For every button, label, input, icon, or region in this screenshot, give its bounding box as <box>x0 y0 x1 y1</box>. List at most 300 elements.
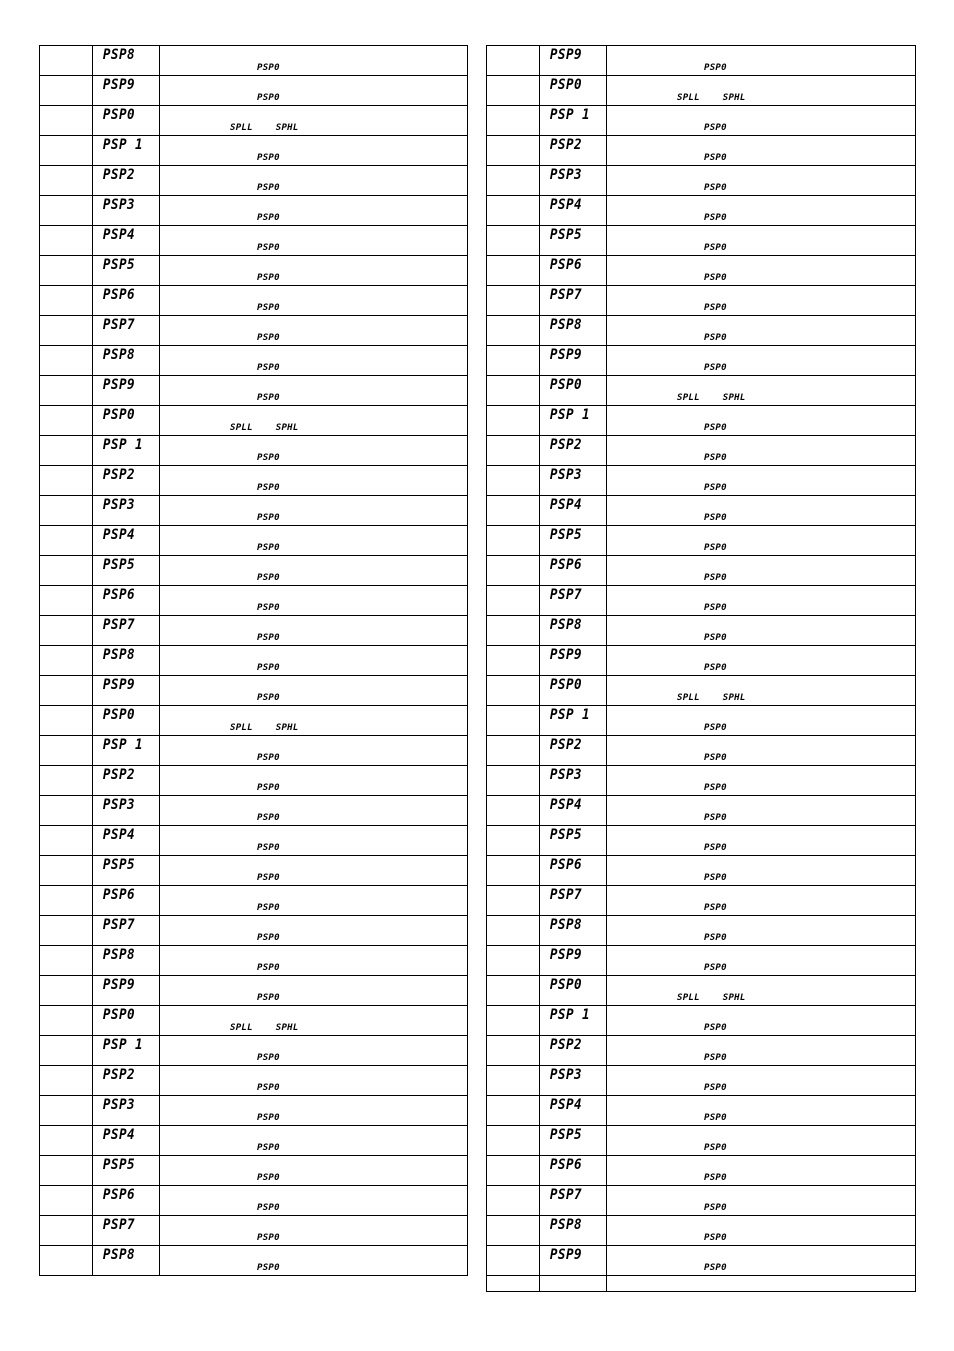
parameter-code: PSP6 <box>549 257 583 273</box>
parameter-code-cell <box>93 1246 160 1276</box>
index-cell <box>40 46 93 76</box>
parameter-description-cell <box>607 556 916 586</box>
left-table-body <box>40 46 468 1276</box>
parameter-range-note: PSP0 <box>257 1263 280 1273</box>
table-row <box>40 466 468 496</box>
parameter-description-cell <box>607 166 916 196</box>
parameter-code: PSP7 <box>549 887 583 903</box>
parameter-range-note: PSP0 <box>704 333 727 343</box>
parameter-range-note: SPLL SPHL <box>230 723 299 733</box>
parameter-code-cell <box>93 496 160 526</box>
parameter-range-note: PSP0 <box>704 183 727 193</box>
blank-row <box>487 1276 916 1292</box>
left-parameter-table <box>39 45 468 1276</box>
table-row <box>40 286 468 316</box>
table-row <box>487 196 916 226</box>
parameter-code: PSP3 <box>102 197 136 213</box>
parameter-range-note: PSP0 <box>257 1083 280 1093</box>
parameter-code: PSP8 <box>549 1217 583 1233</box>
parameter-code-cell <box>540 466 607 496</box>
table-row <box>40 796 468 826</box>
table-row <box>40 676 468 706</box>
parameter-code: PSP8 <box>549 617 583 633</box>
parameter-description-cell <box>607 826 916 856</box>
parameter-range-note: PSP0 <box>257 63 280 73</box>
parameter-description-cell <box>160 256 468 286</box>
parameter-code: PSP0 <box>549 77 583 93</box>
index-cell <box>40 1036 93 1066</box>
index-cell <box>40 1216 93 1246</box>
parameter-code: PSP6 <box>549 857 583 873</box>
index-cell <box>40 856 93 886</box>
table-row <box>487 286 916 316</box>
index-cell <box>40 646 93 676</box>
index-cell <box>487 286 540 316</box>
parameter-range-note: PSP0 <box>704 1203 727 1213</box>
parameter-code: PSP2 <box>102 167 136 183</box>
table-row <box>487 466 916 496</box>
parameter-code-cell <box>540 736 607 766</box>
parameter-range-note: PSP0 <box>257 333 280 343</box>
index-cell <box>487 1096 540 1126</box>
index-cell <box>487 586 540 616</box>
parameter-range-note: PSP0 <box>257 933 280 943</box>
parameter-code: PSP9 <box>549 47 583 63</box>
parameter-code-cell <box>540 1006 607 1036</box>
parameter-code-cell <box>540 976 607 1006</box>
table-row <box>40 76 468 106</box>
parameter-range-note: PSP0 <box>257 993 280 1003</box>
parameter-range-note: PSP0 <box>704 423 727 433</box>
parameter-code: PSP4 <box>549 1097 583 1113</box>
index-cell <box>40 436 93 466</box>
parameter-code-cell <box>93 1156 160 1186</box>
parameter-range-note: PSP0 <box>257 363 280 373</box>
index-cell <box>487 1036 540 1066</box>
parameter-code: PSP0 <box>549 977 583 993</box>
parameter-code-cell <box>540 586 607 616</box>
table-row <box>487 916 916 946</box>
table-row <box>487 76 916 106</box>
index-cell <box>40 166 93 196</box>
parameter-code-cell <box>93 316 160 346</box>
parameter-code: PSP6 <box>549 557 583 573</box>
parameter-code-cell <box>93 766 160 796</box>
parameter-description-cell <box>160 646 468 676</box>
parameter-range-note: PSP0 <box>257 93 280 103</box>
parameter-code-cell <box>93 1126 160 1156</box>
parameter-description-cell <box>607 136 916 166</box>
table-row <box>487 556 916 586</box>
parameter-code: PSP8 <box>549 317 583 333</box>
parameter-code-cell <box>540 1126 607 1156</box>
parameter-code: PSP0 <box>102 707 136 723</box>
parameter-range-note: PSP0 <box>257 483 280 493</box>
table-row <box>40 946 468 976</box>
parameter-description-cell <box>607 1006 916 1036</box>
parameter-description-cell <box>607 436 916 466</box>
parameter-range-note: PSP0 <box>704 363 727 373</box>
parameter-description-cell <box>607 46 916 76</box>
parameter-description-cell <box>607 586 916 616</box>
index-cell <box>487 1126 540 1156</box>
parameter-code-cell <box>93 1036 160 1066</box>
parameter-description-cell <box>160 1066 468 1096</box>
table-row <box>487 136 916 166</box>
parameter-description-cell <box>160 436 468 466</box>
parameter-description-cell <box>160 1126 468 1156</box>
table-row <box>487 436 916 466</box>
index-cell <box>487 466 540 496</box>
table-row <box>40 256 468 286</box>
right-table-body <box>487 46 916 1292</box>
parameter-description-cell <box>160 916 468 946</box>
table-row <box>40 976 468 1006</box>
parameter-range-note: PSP0 <box>257 393 280 403</box>
table-row <box>40 346 468 376</box>
parameter-code-cell <box>93 556 160 586</box>
table-row <box>40 496 468 526</box>
parameter-code-cell <box>540 256 607 286</box>
index-cell <box>40 226 93 256</box>
parameter-description-cell <box>607 226 916 256</box>
parameter-range-note: PSP0 <box>257 1053 280 1063</box>
index-cell <box>487 1246 540 1276</box>
parameter-description-cell <box>607 736 916 766</box>
index-cell <box>40 736 93 766</box>
parameter-description-cell <box>160 556 468 586</box>
table-row <box>487 166 916 196</box>
parameter-description-cell <box>160 346 468 376</box>
parameter-code: PSP4 <box>102 227 136 243</box>
parameter-code-cell <box>540 376 607 406</box>
parameter-code-cell <box>540 646 607 676</box>
parameter-code: PSP2 <box>102 1067 136 1083</box>
parameter-code-cell <box>540 616 607 646</box>
index-cell <box>487 166 540 196</box>
blank-cell <box>607 1276 916 1292</box>
index-cell <box>487 856 540 886</box>
parameter-range-note: PSP0 <box>257 843 280 853</box>
parameter-code-cell <box>93 826 160 856</box>
parameter-code: PSP7 <box>549 287 583 303</box>
parameter-description-cell <box>607 196 916 226</box>
parameter-code-cell <box>540 916 607 946</box>
index-cell <box>487 46 540 76</box>
parameter-code: PSP9 <box>102 977 136 993</box>
table-row <box>40 46 468 76</box>
table-row <box>40 106 468 136</box>
table-row <box>40 586 468 616</box>
parameter-code: PSP9 <box>102 77 136 93</box>
index-cell <box>40 1156 93 1186</box>
parameter-description-cell <box>160 706 468 736</box>
parameter-description-cell <box>607 76 916 106</box>
index-cell <box>40 766 93 796</box>
index-cell <box>40 376 93 406</box>
parameter-code: PSP 1 <box>102 737 144 753</box>
index-cell <box>487 136 540 166</box>
parameter-description-cell <box>160 1096 468 1126</box>
parameter-description-cell <box>607 1036 916 1066</box>
index-cell <box>487 616 540 646</box>
parameter-code: PSP9 <box>102 377 136 393</box>
table-row <box>487 106 916 136</box>
parameter-range-note: PSP0 <box>704 1053 727 1063</box>
index-cell <box>487 976 540 1006</box>
parameter-description-cell <box>160 856 468 886</box>
parameter-code-cell <box>93 376 160 406</box>
parameter-description-cell <box>160 76 468 106</box>
table-row <box>487 1156 916 1186</box>
parameter-code: PSP9 <box>549 947 583 963</box>
parameter-code-cell <box>93 286 160 316</box>
parameter-description-cell <box>160 766 468 796</box>
parameter-range-note: SPLL SPHL <box>677 993 746 1003</box>
blank-cell <box>540 1276 607 1292</box>
parameter-code-cell <box>540 796 607 826</box>
parameter-code: PSP5 <box>102 1157 136 1173</box>
table-row <box>487 1006 916 1036</box>
parameter-range-note: PSP0 <box>257 1113 280 1123</box>
index-cell <box>487 736 540 766</box>
table-row <box>487 316 916 346</box>
parameter-code-cell <box>93 1186 160 1216</box>
index-cell <box>40 616 93 646</box>
parameter-range-note: PSP0 <box>257 783 280 793</box>
parameter-code: PSP4 <box>102 827 136 843</box>
table-row <box>40 376 468 406</box>
parameter-range-note: PSP0 <box>257 1173 280 1183</box>
parameter-range-note: PSP0 <box>704 513 727 523</box>
index-cell <box>40 196 93 226</box>
table-row <box>40 616 468 646</box>
parameter-description-cell <box>160 226 468 256</box>
index-cell <box>40 706 93 736</box>
parameter-code-cell <box>93 136 160 166</box>
parameter-range-note: PSP0 <box>704 123 727 133</box>
parameter-description-cell <box>160 976 468 1006</box>
parameter-code-cell <box>540 1036 607 1066</box>
index-cell <box>40 946 93 976</box>
index-cell <box>487 796 540 826</box>
table-row <box>487 616 916 646</box>
parameter-code-cell <box>540 826 607 856</box>
parameter-code: PSP8 <box>102 647 136 663</box>
parameter-code-cell <box>540 286 607 316</box>
index-cell <box>487 946 540 976</box>
parameter-description-cell <box>160 826 468 856</box>
parameter-description-cell <box>607 316 916 346</box>
parameter-description-cell <box>607 526 916 556</box>
index-cell <box>487 226 540 256</box>
parameter-code: PSP5 <box>102 857 136 873</box>
index-cell <box>40 586 93 616</box>
index-cell <box>40 556 93 586</box>
parameter-description-cell <box>607 286 916 316</box>
parameter-description-cell <box>607 406 916 436</box>
parameter-description-cell <box>607 1126 916 1156</box>
table-row <box>487 376 916 406</box>
index-cell <box>487 1186 540 1216</box>
parameter-range-note: PSP0 <box>704 63 727 73</box>
parameter-range-note: PSP0 <box>257 633 280 643</box>
parameter-range-note: PSP0 <box>704 723 727 733</box>
parameter-description-cell <box>160 406 468 436</box>
index-cell <box>487 316 540 346</box>
parameter-code-cell <box>93 226 160 256</box>
table-row <box>487 1216 916 1246</box>
parameter-description-cell <box>160 136 468 166</box>
parameter-description-cell <box>607 1066 916 1096</box>
table-row <box>487 646 916 676</box>
table-row <box>40 1216 468 1246</box>
table-row <box>40 196 468 226</box>
parameter-description-cell <box>160 796 468 826</box>
index-cell <box>40 1066 93 1096</box>
parameter-range-note: PSP0 <box>704 903 727 913</box>
table-row <box>487 826 916 856</box>
parameter-range-note: PSP0 <box>257 453 280 463</box>
table-row <box>40 1006 468 1036</box>
table-row <box>487 976 916 1006</box>
table-row <box>487 346 916 376</box>
index-cell <box>40 406 93 436</box>
parameter-code: PSP4 <box>549 797 583 813</box>
parameter-code-cell <box>540 196 607 226</box>
parameter-range-note: PSP0 <box>704 1023 727 1033</box>
parameter-range-note: SPLL SPHL <box>677 93 746 103</box>
parameter-range-note: PSP0 <box>704 603 727 613</box>
parameter-description-cell <box>160 316 468 346</box>
index-cell <box>40 316 93 346</box>
parameter-description-cell <box>607 1096 916 1126</box>
parameter-range-note: PSP0 <box>257 303 280 313</box>
parameter-code-cell <box>93 1006 160 1036</box>
parameter-range-note: PSP0 <box>257 273 280 283</box>
parameter-range-note: PSP0 <box>257 873 280 883</box>
parameter-description-cell <box>607 466 916 496</box>
parameter-range-note: PSP0 <box>704 633 727 643</box>
parameter-code-cell <box>540 1156 607 1186</box>
parameter-code-cell <box>540 346 607 376</box>
parameter-range-note: PSP0 <box>257 183 280 193</box>
parameter-code-cell <box>93 646 160 676</box>
table-row <box>40 706 468 736</box>
table-row <box>40 826 468 856</box>
parameter-code-cell <box>540 946 607 976</box>
table-row <box>487 1126 916 1156</box>
parameter-code: PSP3 <box>549 467 583 483</box>
parameter-range-note: PSP0 <box>257 603 280 613</box>
parameter-range-note: PSP0 <box>704 483 727 493</box>
table-row <box>487 1036 916 1066</box>
parameter-description-cell <box>607 376 916 406</box>
parameter-code-cell <box>93 106 160 136</box>
parameter-code-cell <box>540 856 607 886</box>
parameter-code-cell <box>540 1186 607 1216</box>
parameter-description-cell <box>160 1006 468 1036</box>
parameter-code-cell <box>540 106 607 136</box>
index-cell <box>40 496 93 526</box>
table-row <box>40 766 468 796</box>
parameter-range-note: PSP0 <box>704 453 727 463</box>
parameter-code: PSP 1 <box>549 107 591 123</box>
parameter-code: PSP2 <box>102 767 136 783</box>
parameter-range-note: PSP0 <box>704 1173 727 1183</box>
parameter-code-cell <box>93 616 160 646</box>
parameter-code: PSP 1 <box>102 137 144 153</box>
parameter-description-cell <box>607 616 916 646</box>
parameter-code: PSP7 <box>102 317 136 333</box>
parameter-code-cell <box>93 256 160 286</box>
index-cell <box>487 76 540 106</box>
parameter-code: PSP9 <box>549 1247 583 1263</box>
parameter-range-note: PSP0 <box>704 1143 727 1153</box>
parameter-code: PSP2 <box>549 437 583 453</box>
index-cell <box>40 676 93 706</box>
parameter-code: PSP8 <box>102 1247 136 1263</box>
parameter-range-note: PSP0 <box>704 963 727 973</box>
index-cell <box>40 1096 93 1126</box>
parameter-code: PSP0 <box>102 107 136 123</box>
parameter-range-note: PSP0 <box>704 543 727 553</box>
parameter-code-cell <box>540 556 607 586</box>
parameter-description-cell <box>607 976 916 1006</box>
parameter-description-cell <box>607 346 916 376</box>
index-cell <box>40 916 93 946</box>
index-cell <box>40 1006 93 1036</box>
index-cell <box>487 1066 540 1096</box>
parameter-description-cell <box>607 256 916 286</box>
parameter-code: PSP3 <box>549 167 583 183</box>
parameter-range-note: PSP0 <box>257 243 280 253</box>
parameter-description-cell <box>607 1246 916 1276</box>
parameter-code-cell <box>540 886 607 916</box>
parameter-range-note: PSP0 <box>257 513 280 523</box>
parameter-code-cell <box>93 526 160 556</box>
table-row <box>487 526 916 556</box>
parameter-range-note: SPLL SPHL <box>230 423 299 433</box>
parameter-code: PSP0 <box>102 1007 136 1023</box>
parameter-code-cell <box>540 136 607 166</box>
parameter-description-cell <box>607 706 916 736</box>
parameter-code-cell <box>540 1246 607 1276</box>
parameter-range-note: PSP0 <box>704 573 727 583</box>
parameter-range-note: PSP0 <box>257 903 280 913</box>
table-row <box>40 1126 468 1156</box>
table-row <box>40 646 468 676</box>
parameter-code: PSP6 <box>102 287 136 303</box>
table-row <box>487 1246 916 1276</box>
parameter-code: PSP2 <box>549 737 583 753</box>
parameter-code-cell <box>540 46 607 76</box>
index-cell <box>487 646 540 676</box>
table-row <box>40 1246 468 1276</box>
parameter-code-cell <box>540 226 607 256</box>
parameter-range-note: PSP0 <box>704 933 727 943</box>
parameter-code-cell <box>540 496 607 526</box>
table-row <box>487 1186 916 1216</box>
parameter-description-cell <box>160 1216 468 1246</box>
index-cell <box>40 1246 93 1276</box>
parameter-description-cell <box>160 616 468 646</box>
parameter-range-note: PSP0 <box>704 843 727 853</box>
parameter-description-cell <box>160 736 468 766</box>
parameter-description-cell <box>160 166 468 196</box>
parameter-range-note: PSP0 <box>704 273 727 283</box>
parameter-description-cell <box>160 946 468 976</box>
